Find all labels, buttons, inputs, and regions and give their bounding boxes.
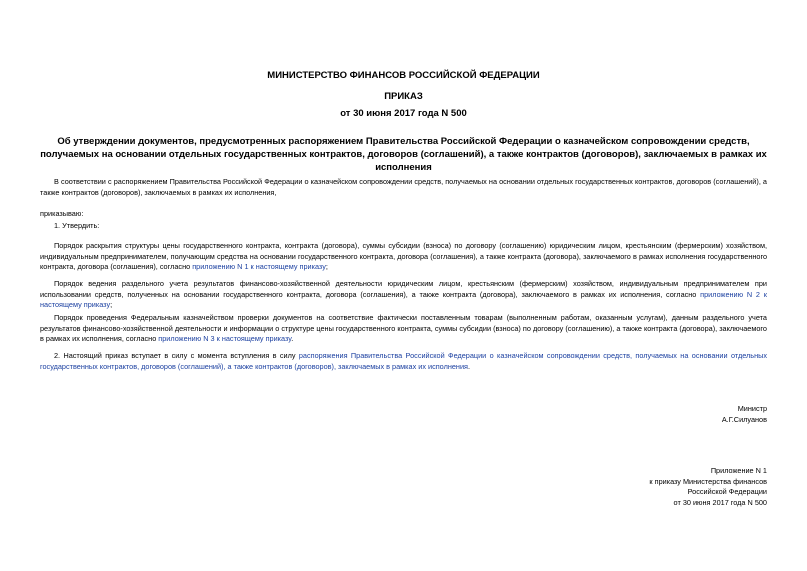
paragraph-item-2-text: 2. Настоящий приказ вступает в силу с момента вступления в силу [54,351,299,360]
signature-block [567,404,767,425]
appendix-header [567,466,767,508]
paragraph-appendix-3-end: . [291,334,294,344]
ministry-heading: МИНИСТЕРСТВО ФИНАНСОВ РОССИЙСКОЙ ФЕДЕРАЦИИ [267,70,540,81]
paragraph-appendix-2-text: Порядок ведения раздельного учета результатов финансово-хозяйственной деятельности юридическим лицом, крестьянским (фермерским) хозяйством, индивидуальным предпринимателем при использовании средств, полученных на основании государственного контракта, договора (соглашения), а также контракта (договора), заключаемого в рамках их исполнения, согласно [40,279,767,299]
government-order-link[interactable]: распоряжения Правительства Российской Федерации о казначейском сопровождении средств, получаемых на основании отдельных государственных контрактов, договоров (соглашений), а также контрактов (договоров), заключаемых в рамках их исполнения [40,351,767,371]
paragraph-item-2 [40,351,767,372]
appendix-1-link[interactable]: приложению N 1 к настоящему приказу [192,262,326,272]
appendix-3-link[interactable]: приложению N 3 к настоящему приказу [158,334,292,344]
appendix-2-link[interactable]: приложению N 2 к настоящему приказу [40,289,767,310]
signature-position: Министр [737,404,767,413]
appendix-line-4: от 30 июня 2017 года N 500 [673,497,767,507]
paragraph-appendix-2-end: ; [110,300,113,310]
paragraph-item-2-end: . [468,361,471,371]
paragraph-appendix-1-text: Порядок раскрытия структуры цены государственного контракта, контракта (договора), суммы субсидии (взноса) по договору (соглашению) юридическим лицом, крестьянским (фермерским) хозяйством, индивидуальным предпринимателем, получающим средства на основании государственного контракта, договора (соглашения), а также контракта (договора), заключаемого в рамках исполнения государственного контракта, договора (соглашения), согласно [40,241,767,272]
preamble-paragraph: В соответствии с распоряжением Правительства Российской Федерации о казначейском сопровождении средств, получаемых на основании отдельных государственных контрактов, договоров (соглашений), а также контрактов (договоров), заключаемых в рамках их исполнения, [40,177,767,197]
document-title: Об утверждении документов, предусмотренных распоряжением Правительства Российской Федерации о казначейском сопровождении средств, получаемых на основании отдельных государственных контрактов, договоров (соглашений), а также контрактов (договоров), заключаемых в рамках их исполнения [40,136,767,173]
appendix-line-2: к приказу Министерства финансов [649,476,767,486]
paragraph-appendix-3 [40,313,767,345]
appendix-line-3: Российской Федерации [687,487,767,497]
paragraph-appendix-1-end: ; [325,262,328,272]
item-1-heading: 1. Утвердить: [54,221,100,230]
paragraph-appendix-1 [40,241,767,273]
paragraph-appendix-2 [40,279,767,311]
order-word: приказываю: [40,209,84,218]
paragraph-appendix-3-text: Порядок проведения Федеральным казначейством проверки документов на соответствие фактически поставленным товарам (выполненным работам, оказанным услугам), данным раздельного учета результатов финансово-хозяйственной деятельности и информации о структуре цены государственного контракта, суммы субсидии (взноса) по договору (соглашению), а также контракта (договора), заключаемого в рамках их исполнения, согласно [40,313,767,344]
date-number-heading: от 30 июня 2017 года N 500 [340,108,467,119]
signature-name: А.Г.Силуанов [721,414,767,424]
doc-type-heading: ПРИКАЗ [384,91,423,102]
appendix-line-1: Приложение N 1 [710,466,767,475]
